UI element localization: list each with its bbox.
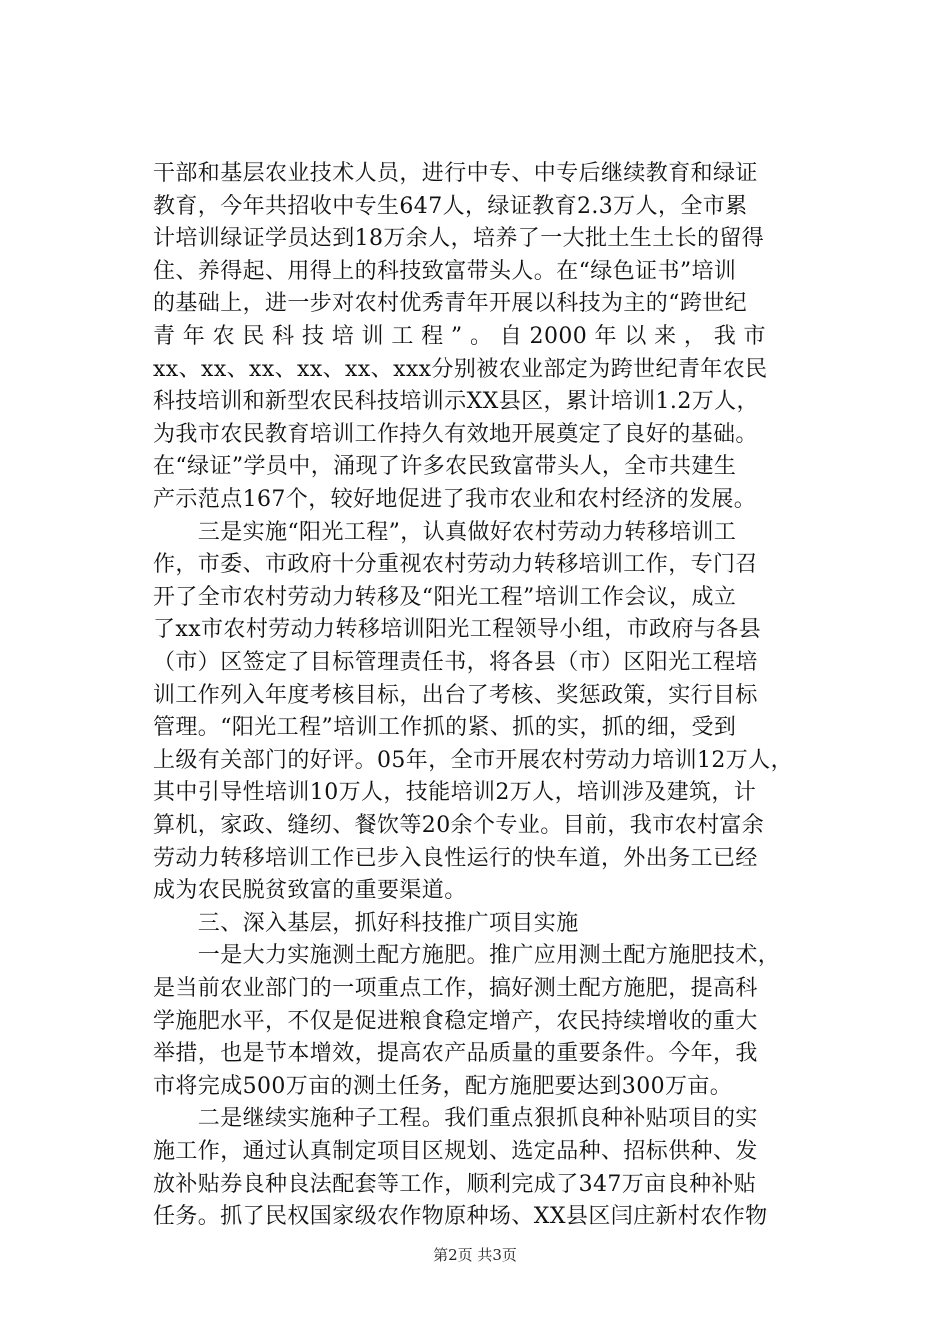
- text-line: xx、xx、xx、xx、xx、xxx分别被农业部定为跨世纪青年农民: [153, 356, 768, 382]
- text-line: 上级有关部门的好评。05年，全市开展农村劳动力培训12万人，: [153, 747, 793, 773]
- text-line: 三是实施“阳光工程”，认真做好农村劳动力转移培训工: [153, 519, 737, 545]
- text-line: 成为农民脱贫致富的重要渠道。: [153, 878, 467, 904]
- text-line: 三、深入基层，抓好科技推广项目实施: [153, 910, 579, 936]
- text-line: 二是继续实施种子工程。我们重点狠抓良种补贴项目的实: [153, 1106, 758, 1132]
- text-line: 在“绿证”学员中，涌现了许多农民致富带头人，全市共建生: [153, 454, 737, 480]
- text-line: 的基础上，进一步对农村优秀青年开展以科技为主的“跨世纪: [153, 291, 748, 317]
- text-line: 劳动力转移培训工作已步入良性运行的快车道，外出务工已经: [153, 845, 758, 871]
- text-line: 青 年 农 民 科 技 培 训 工 程 ” 。 自 2000 年 以 来 ， 我 市: [153, 324, 766, 349]
- text-line: 学施肥水平，不仅是促进粮食稳定增产，农民持续增收的重大: [153, 1008, 758, 1034]
- text-line: 是当前农业部门的一项重点工作，搞好测土配方施肥，提高科: [153, 976, 758, 1001]
- text-line: 训工作列入年度考核目标，出台了考核、奖惩政策，实行目标: [153, 682, 758, 708]
- text-line: 开了全市农村劳动力转移及“阳光工程”培训工作会议，成立: [153, 584, 737, 610]
- text-line: 干部和基层农业技术人员，进行中专、中专后继续教育和绿证: [153, 161, 758, 186]
- text-line: 科技培训和新型农民科技培训示XX县区，累计培训1.2万人，: [153, 389, 759, 415]
- text-line: 其中引导性培训10万人，技能培训2万人，培训涉及建筑，计: [153, 780, 757, 806]
- text-line: 任务。抓了民权国家级农作物原种场、XX县区闫庄新村农作物: [153, 1204, 768, 1230]
- page-footer: 第2页 共3页: [433, 1246, 517, 1264]
- text-line: 为我市农民教育培训工作持久有效地开展奠定了良好的基础。: [153, 421, 758, 447]
- text-line: 计培训绿证学员达到18万余人，培养了一大批土生土长的留得: [153, 226, 765, 252]
- text-line: 施工作，通过认真制定项目区规划、选定品种、招标供种、发: [153, 1139, 758, 1164]
- text-line: 教育，今年共招收中专生647人，绿证教育2.3万人，全市累: [153, 193, 748, 219]
- text-line: 管理。“阳光工程”培训工作抓的紧、抓的实，抓的细，受到: [153, 715, 737, 741]
- text-line: 算机，家政、缝纫、餐饮等20余个专业。目前，我市农村富余: [153, 813, 765, 838]
- text-line: 住、养得起、用得上的科技致富带头人。在“绿色证书”培训: [153, 258, 737, 284]
- text-line: 举措，也是节本增效，提高农产品质量的重要条件。今年，我: [153, 1041, 758, 1067]
- text-line: 放补贴券良种良法配套等工作，顺利完成了347万亩良种补贴: [153, 1171, 757, 1197]
- text-line: 作，市委、市政府十分重视农村劳动力转移培训工作，专门召: [153, 552, 758, 578]
- text-line: 一是大力实施测土配方施肥。推广应用测土配方施肥技术，: [153, 943, 781, 969]
- text-line: 了xx市农村劳动力转移培训阳光工程领导小组，市政府与各县: [153, 617, 762, 643]
- text-line: 产示范点167个，较好地促进了我市农业和农村经济的发展。: [153, 487, 757, 512]
- text-line: 市将完成500万亩的测土任务，配方施肥要达到300万亩。: [153, 1073, 733, 1099]
- text-line: （市）区签定了目标管理责任书，将各县（市）区阳光工程培: [153, 650, 758, 675]
